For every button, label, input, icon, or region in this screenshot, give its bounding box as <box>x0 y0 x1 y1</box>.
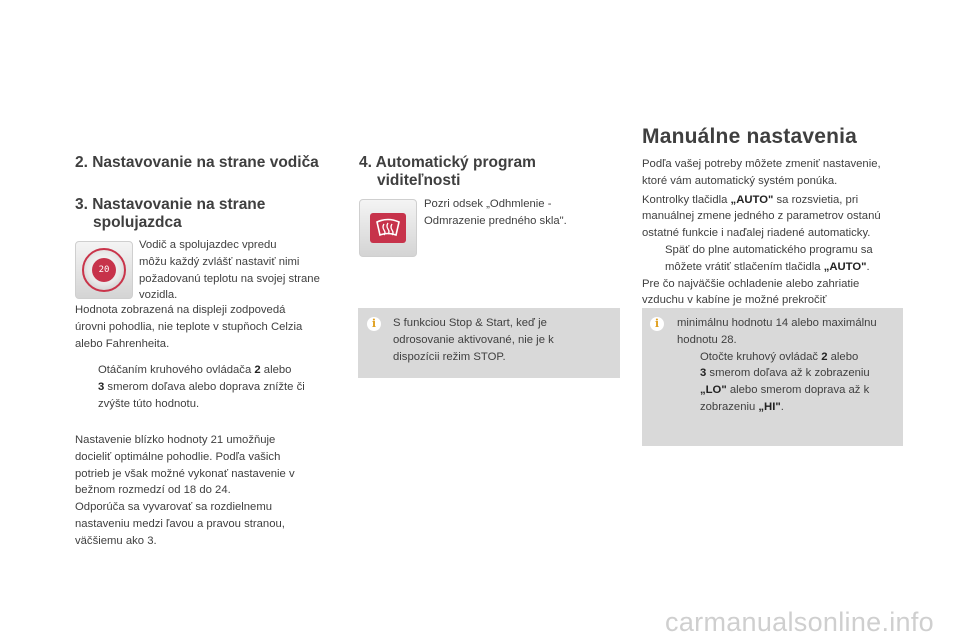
text-line: požadovanú teplotu na svojej strane <box>139 272 320 285</box>
text-line: Vodič a spolujazdec vpredu <box>139 239 277 251</box>
value-para <box>75 302 355 352</box>
text-line: nastaveniu medzi ľavou a pravou stranou, <box>75 517 285 530</box>
text-bold: 3 <box>98 380 105 393</box>
info-text <box>393 315 613 365</box>
text-line: potrieb je však možné vykonať nastavenie v <box>75 467 295 480</box>
text-bold: „AUTO" <box>823 260 867 273</box>
info-icon: i <box>367 317 381 331</box>
text-line: S funkciou Stop & Start, keď je <box>393 317 547 329</box>
text-bold: 3 <box>700 367 707 380</box>
text-run: . <box>866 260 870 273</box>
info-icon: i <box>650 317 664 331</box>
text-line: minimálnu hodnotu 14 alebo maximálnu <box>677 317 877 329</box>
text-line: Odporúča sa vyvarovať sa rozdielnemu <box>75 501 273 514</box>
text-run: Otáčaním kruhového ovládača <box>98 364 255 376</box>
text-run: smerom doľava alebo doprava znížte či <box>104 380 305 393</box>
text-line: vozidla. <box>139 289 178 302</box>
text-line: bežnom rozmedzí od 18 do 24. <box>75 484 231 497</box>
bullet-text <box>98 362 305 412</box>
dial-bullet <box>75 362 360 412</box>
section-title-driver: 2. Nastavovanie na strane vodiča <box>75 154 319 171</box>
text-bold: „AUTO" <box>730 193 774 206</box>
text-line: ostatné funkcie i naďalej riadené automaticky. <box>642 227 871 240</box>
bullet-marker <box>677 349 700 416</box>
text-line: hodnotu 28. <box>677 333 737 346</box>
text-line: Späť do plne automatického programu sa <box>665 243 873 256</box>
text-line: môžu každý zvlášť nastaviť nimi <box>139 255 300 268</box>
manual-para <box>642 156 917 309</box>
lo-hi-bullet <box>677 349 899 416</box>
text-line: Odmrazenie predného skla". <box>424 214 567 227</box>
auto-bullet <box>642 242 917 276</box>
windshield-defrost-icon <box>370 213 406 243</box>
text-line: Nastavenie blízko hodnoty 21 umožňuje <box>75 434 276 446</box>
bullet-marker <box>642 242 665 276</box>
text-bold: 2 <box>821 350 828 363</box>
section-title-passenger-l2: spolujazdca <box>93 214 182 231</box>
text-run: smerom doľava až k zobrazeniu <box>706 367 870 380</box>
defrost-reference <box>424 196 624 230</box>
text-run: Otočte kruhový ovládač <box>700 350 822 363</box>
text-line: docieliť optimálne pohodlie. Podľa vašich <box>75 450 281 463</box>
bullet-marker <box>75 362 98 412</box>
text-line: väčšiemu ako 3. <box>75 534 157 547</box>
text-line: alebo Fahrenheita. <box>75 337 170 350</box>
text-line: Pre čo najväčšie ochladenie alebo zahriatie <box>642 277 860 290</box>
text-run: zobrazeniu <box>700 400 759 413</box>
dial-value: 20 <box>92 258 116 282</box>
text-bold: „LO" <box>700 384 727 397</box>
text-line: dispozícii režim STOP. <box>393 350 506 363</box>
text-line: Pozri odsek „Odhmlenie - <box>424 198 552 210</box>
text-run: alebo <box>827 350 859 363</box>
recommendation-para <box>75 432 355 550</box>
text-run: sa rozsvietia, pri <box>773 193 859 206</box>
defrost-glyph <box>374 217 402 239</box>
text-line: odrosovanie aktivované, nie je k <box>393 333 554 346</box>
text-line: manuálnej zmene jedného z parametrov ostanú <box>642 210 881 223</box>
text-line: Hodnota zobrazená na displeji zodpovedá <box>75 304 286 316</box>
dial-icon <box>82 248 126 292</box>
stop-start-info-box <box>358 308 620 378</box>
passenger-para <box>139 237 349 304</box>
watermark: carmanualsonline.info <box>665 607 934 637</box>
text-run: alebo <box>260 364 292 376</box>
limits-info-box <box>642 308 903 446</box>
section-title-visibility-l1: 4. Automatický program <box>359 154 536 171</box>
section-title-passenger <box>75 196 265 232</box>
text-line: vzduchu v kabíne je možné prekročiť <box>642 294 827 307</box>
text-run: alebo smerom doprava až k <box>726 384 870 397</box>
text-run: môžete vrátiť stlačením tlačidla <box>665 260 824 273</box>
text-bold: 2 <box>254 364 261 376</box>
defrost-button-image <box>359 199 417 257</box>
text-bold: „HI" <box>758 400 781 413</box>
text-line: Podľa vašej potreby môžete zmeniť nastavenie, <box>642 158 881 170</box>
temperature-dial-image <box>75 241 133 299</box>
section-title-passenger-l1: 3. Nastavovanie na strane <box>75 196 266 213</box>
info-text <box>677 315 899 416</box>
section-title-visibility <box>359 154 536 190</box>
text-line: zvýšte túto hodnotu. <box>98 397 200 410</box>
text-line: ktoré vám automatický systém ponúka. <box>642 174 838 187</box>
text-line: úrovni pohodlia, nie teplote v stupňoch Celzia <box>75 320 303 333</box>
section-title-visibility-l2: viditeľnosti <box>377 172 461 189</box>
page-title: Manuálne nastavenia <box>642 125 858 148</box>
text-run: . <box>780 400 784 413</box>
text-run: Kontrolky tlačidla <box>642 193 731 206</box>
